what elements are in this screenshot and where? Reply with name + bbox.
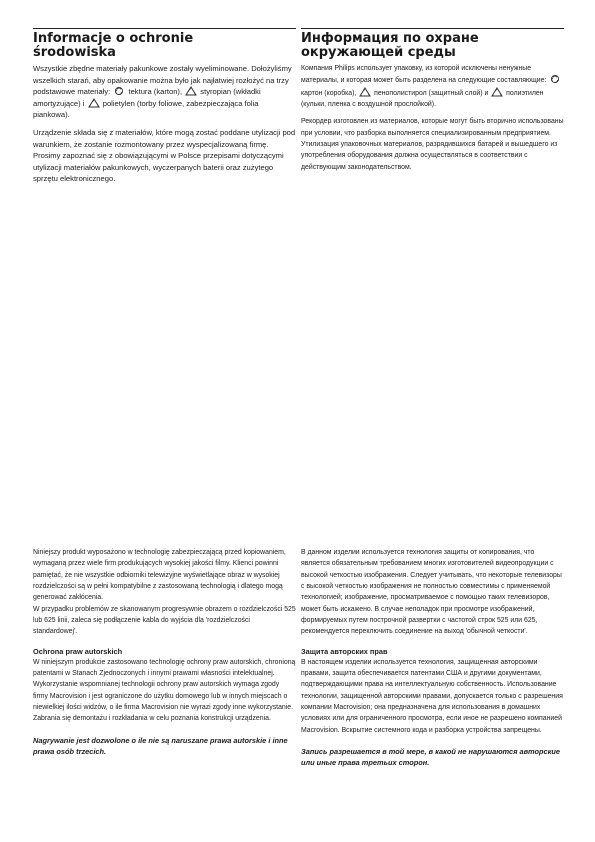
recycle-triangle-icon [88, 98, 100, 108]
ru-environment-section [301, 28, 564, 173]
text-run: Компания Philips использует упаковку, из которой исключены ненужные материалы, и которая может быть разделена на следующие составляющие: [301, 65, 549, 85]
text-run: пенополистирол (защитный слой) и [372, 89, 491, 97]
pl-environment-section [33, 28, 296, 185]
body-paragraph: W niniejszym produkcie zastosowano technologię ochrony praw autorskich, chronioną patentami w Stanach Zjednoczonych i innymi prawami własności intelektualnej. [33, 658, 296, 678]
section-title [301, 32, 564, 59]
section-heading: Защита авторских прав [301, 646, 388, 656]
title-line-2: окружающей среды [301, 44, 456, 60]
section-title [33, 32, 296, 59]
body-paragraph [33, 63, 296, 121]
section-rule [33, 28, 296, 29]
body-paragraph: Urządzenie składa się z materiałów, które mogą zostać poddane utylizacji pod warunkiem, że zostanie rozmontowany przez wyspecjalizowaną firmę. Prosimy zapoznać się z obowiązującymi w Polsce przepisami dotyczącymi utylizacji materiałów pakunkowych, wyczerpanych baterii oraz zużytego sprzętu elektronicznego. [33, 127, 296, 184]
recycle-triangle-icon [491, 87, 503, 97]
section-heading: Ochrona praw autorskich [33, 646, 123, 656]
text-run: картон (коробка), [301, 89, 359, 97]
body-paragraph [301, 63, 564, 110]
body-paragraph: Niniejszy produkt wyposażono w technologię zabezpieczającą przed kopiowaniem, wymaganą przez wiele firm produkujących wysokiej jakości filmy. Klienci powinni pamiętać, że nie wszystkie odbiorniki telewizyjne wyświetlające obraz w wysokiej rozdzielczości są w pełni kompatybilne z zastosowaną technologią i dlatego mogą generować zakłócenia. [33, 549, 286, 602]
recycle-triangle-icon [185, 86, 197, 96]
body-paragraph: В настоящем изделии используется технология, защищенная авторскими правами, защита обеспечивается патентами США и другими документами, подтверждающими права на интеллектуальную собственность. Использование технологии, защищенной авторскими правами, допускается только с разрешения компании Macrovision; она предназначена для использования в домашних условиях или для ограниченного просмотра, если иное не разрешено компанией Macrovision. Вскрытие системного кода и разборка устройства запрещены. [301, 658, 563, 734]
body-paragraph: W przypadku problemów ze skanowanym progresywnie obrazem o rozdzielczości 525 lub 625 linii, zaleca się podłączenie kabla do wyjścia dla 'rozdzielczości standardowej'. [33, 605, 296, 636]
body-paragraph: Рекордер изготовлен из материалов, которые могут быть вторично использованы при условии, что разборка выполняется специализированным предприятием. Утилизация упаковочных материалов, разрядившихся батарей и вышедшего из употребления оборудования должна осуществляться в соответствии с действующим законодательством. [301, 118, 564, 171]
title-line-1: Informacje o ochronie [33, 31, 194, 46]
ru-copyright-section [301, 547, 564, 769]
recycle-icon [113, 86, 125, 96]
pl-copyright-section [33, 547, 296, 757]
body-paragraph: В данном изделии используется технология защиты от копирования, что является обязательным требованием многих изготовителей видеопродукции с высокой четкостью изображения. Следует учитывать, что некоторые телевизоры с высокой четкостью изображения не полностью совместимы с применяемой технологией; изображение, просматриваемое с помощью таких телевизоров, может быть искажено. В случае неполадок при просмотре изображений, формируемых путем построчной развертки с частотой строк 525 или 625, рекомендуется переключить соединение на выход 'обычной четкости'. [301, 549, 562, 636]
text-run: styropian (wkładki amortyzujące) i [33, 87, 261, 108]
text-run: Wszystkie zbędne materiały pakunkowe zostały wyeliminowane. Dołożyliśmy wszelkich starań, aby opakowanie można było jak najłatwiej rozłożyć na trzy podstawowe materiały: [33, 64, 292, 97]
copyright-notice: Запись разрешается в той мере, в какой не нарушаются авторские или иные права третьих сторон. [301, 747, 560, 768]
body-paragraph: Wykorzystanie wspomnianej technologii ochrony praw autorskich wymaga zgody firmy Macrovision i jest ograniczone do użytku domowego lub w innych miejscach o niewielkiej ilości widzów, o ile firma Macrovision nie wyrazi zgody inne wykorzystanie. Zabrania się demontażu i rozkładania w celu poznania konstrukcji urządzenia. [33, 681, 294, 723]
title-line-1: Информация по охране [301, 31, 479, 46]
copyright-notice: Nagrywanie jest dozwolone o ile nie są naruszane prawa autorskie i inne prawa osób trzecich. [33, 735, 288, 757]
section-rule [301, 28, 564, 29]
text-run: tektura (karton), [126, 87, 185, 97]
recycle-triangle-icon [359, 87, 371, 97]
title-line-2: środowiska [33, 44, 116, 60]
recycle-icon [549, 74, 561, 84]
text-run: polietylen (torby foliowe, zabezpieczająca folia piankowa). [33, 98, 259, 120]
text-run: полиэтилен (кульки, пленка с воздушной прослойкой). [301, 89, 544, 109]
